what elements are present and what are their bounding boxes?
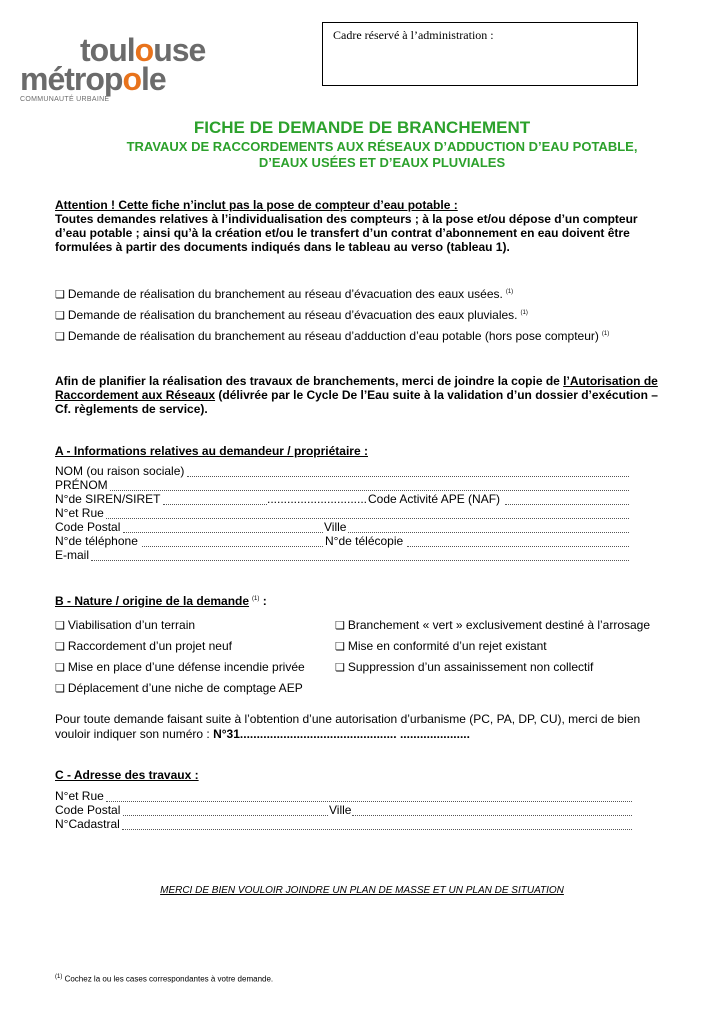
permit-line1: Pour toute demande faisant suite à l’obtention d’une autorisation d’urbanisme (PC, PA, DP, CU), merci de bien: [55, 712, 641, 726]
nature-checkbox-defense-incendie[interactable]: ❏ Mise en place d’une défense incendie privée: [55, 660, 305, 674]
nature-checkbox-niche-comptage[interactable]: ❏ Déplacement d’une niche de comptage AEP: [55, 681, 303, 695]
page-title: FICHE DE DEMANDE DE BRANCHEMENT: [193, 118, 531, 137]
travaux-ville-field[interactable]: [352, 815, 632, 816]
travaux-ville-label: Ville: [329, 803, 352, 817]
rue-label: N°et Rue: [55, 506, 104, 520]
cadastral-field[interactable]: [122, 829, 632, 830]
email-label: E-mail: [55, 548, 90, 562]
plan-note-line1: Afin de planifier la réalisation des travaux de branchements, merci de joindre la copie de l’Autorisation de: [55, 374, 658, 388]
siren-dots: ..............................: [267, 492, 368, 506]
footnote: $^{(1)}$ Cochez la ou les cases correspondantes à votre demande.: [55, 974, 274, 984]
admin-box-label: Cadre réservé à l’administration :: [333, 28, 494, 42]
prenom-field[interactable]: [110, 490, 629, 491]
attention-line3: formulées à partir des documents indiqués dans le tableau au verso (tableau 1).: [55, 240, 510, 254]
ape-field[interactable]: [505, 504, 629, 505]
cadastral-label: N°Cadastral: [55, 817, 120, 831]
siren-label: N°de SIREN/SIRET: [55, 492, 161, 506]
email-field[interactable]: [91, 560, 629, 561]
nature-checkbox-branchement-vert[interactable]: ❏ Branchement « vert » exclusivement destiné à l’arrosage: [335, 618, 650, 632]
nature-checkbox-mise-en-conformite[interactable]: ❏ Mise en conformité d’un rejet existant: [335, 639, 547, 653]
toulouse-metropole-logo: [20, 34, 230, 104]
code-postal-label: Code Postal: [55, 520, 121, 534]
admin-reserved-box: [322, 22, 638, 86]
request-checkbox-eaux-usees[interactable]: ❏ Demande de réalisation du branchement au réseau d’évacuation des eaux usées. $^{(1)}$: [55, 287, 513, 301]
telephone-field[interactable]: [142, 546, 323, 547]
attention-line2: d’eau potable ; ainsi qu’à la création et/ou le transfert d’un contrat d’abonnement en eau doivent être: [55, 226, 630, 240]
nature-checkbox-viabilisation[interactable]: ❏ Viabilisation d’un terrain: [55, 618, 195, 632]
logo-line1: toulouse: [80, 32, 206, 68]
travaux-cp-label: Code Postal: [55, 803, 121, 817]
attention-heading: Attention ! Cette fiche n’inclut pas la pose de compteur d’eau potable :: [55, 198, 458, 212]
code-postal-field[interactable]: [123, 532, 323, 533]
attention-line1: Toutes demandes relatives à l’individualisation des compteurs ; à la pose et/ou dépose d’un compteur: [55, 212, 638, 226]
section-a-heading: A - Informations relatives au demandeur / propriétaire :: [55, 444, 368, 458]
travaux-cp-field[interactable]: [123, 815, 328, 816]
logo-subtitle: COMMUNAUTÉ URBAINE: [20, 96, 110, 103]
logo-line2: métropole: [20, 61, 166, 97]
siren-field[interactable]: [163, 504, 267, 505]
page-subtitle-line1: TRAVAUX DE RACCORDEMENTS AUX RÉSEAUX D’ADDUCTION D’EAU POTABLE,: [126, 139, 638, 154]
plan-note-line3: Cf. règlements de service).: [55, 402, 208, 416]
section-c-heading: C - Adresse des travaux :: [55, 768, 199, 782]
nature-checkbox-projet-neuf[interactable]: ❏ Raccordement d’un projet neuf: [55, 639, 232, 653]
closing-note: MERCI DE BIEN VOULOIR JOINDRE UN PLAN DE MASSE ET UN PLAN DE SITUATION: [160, 885, 564, 896]
telecopie-field[interactable]: [407, 546, 629, 547]
plan-note-line2: Raccordement aux Réseaux (délivrée par le Cycle De l’Eau suite à la validation d’un dossier d’exécution –: [55, 388, 658, 402]
page-subtitle-line2: D’EAUX USÉES ET D’EAUX PLUVIALES: [258, 155, 506, 170]
travaux-rue-label: N°et Rue: [55, 789, 104, 803]
section-b-heading: B - Nature / origine de la demande $^{(1)}$ :: [55, 594, 267, 608]
permit-line2[interactable]: vouloir indiquer son numéro : N°31............................................... .....................: [55, 727, 470, 741]
ville-label: Ville: [324, 520, 347, 534]
telephone-label: N°de téléphone: [55, 534, 138, 548]
request-checkbox-eau-potable[interactable]: ❏ Demande de réalisation du branchement au réseau d’adduction d’eau potable (hors pose compteur) $^{(1)}$: [55, 329, 609, 343]
nom-field[interactable]: [187, 476, 629, 477]
travaux-rue-field[interactable]: [106, 801, 632, 802]
nature-checkbox-suppression-anc[interactable]: ❏ Suppression d’un assainissement non collectif: [335, 660, 593, 674]
request-checkbox-eaux-pluviales[interactable]: ❏ Demande de réalisation du branchement au réseau d’évacuation des eaux pluviales. $^{(1)}$: [55, 308, 528, 322]
rue-field[interactable]: [106, 518, 629, 519]
ville-field[interactable]: [348, 532, 629, 533]
ape-label: Code Activité APE (NAF): [368, 492, 501, 506]
telecopie-label: N°de télécopie: [325, 534, 404, 548]
prenom-label: PRÉNOM: [55, 478, 108, 492]
nom-label: NOM (ou raison sociale): [55, 464, 185, 478]
